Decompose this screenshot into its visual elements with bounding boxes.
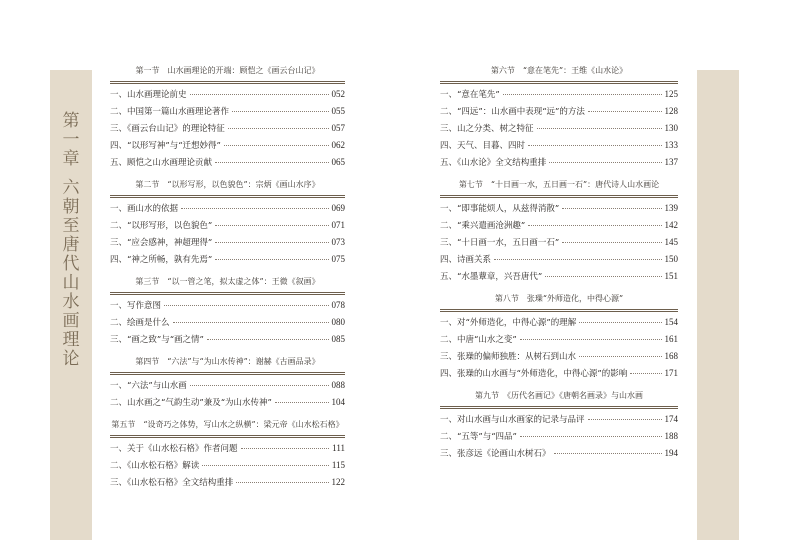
dot-leader bbox=[232, 111, 328, 112]
toc-entry[interactable] bbox=[440, 331, 678, 348]
dot-leader bbox=[588, 419, 662, 420]
toc-entry-label: 一、“意在笔先” bbox=[440, 90, 500, 100]
dot-leader bbox=[588, 111, 662, 112]
toc-entry-label: 四、张璪的山水画与“外师造化，中得心源”的影响 bbox=[440, 369, 628, 379]
dot-leader bbox=[215, 242, 328, 243]
section-divider bbox=[110, 372, 345, 375]
toc-page-number: 125 bbox=[664, 89, 678, 99]
dot-leader bbox=[579, 356, 661, 357]
toc-entry[interactable] bbox=[110, 217, 345, 234]
toc-entry-label: 二、中唐“山水之变” bbox=[440, 335, 517, 345]
toc-entry[interactable] bbox=[110, 120, 345, 137]
toc-page-number: 150 bbox=[664, 254, 678, 264]
chapter-title-char: 代 bbox=[62, 254, 80, 274]
toc-page-number: 069 bbox=[331, 203, 345, 213]
chapter-title-char: 六 bbox=[62, 178, 80, 198]
dot-leader bbox=[181, 208, 328, 209]
dot-leader bbox=[190, 385, 329, 386]
toc-entry-list bbox=[440, 86, 678, 171]
toc-page-number: 057 bbox=[331, 123, 345, 133]
chapter-title-char: 水 bbox=[62, 292, 80, 312]
chapter-title-char: 一 bbox=[62, 130, 80, 150]
toc-section bbox=[440, 178, 678, 285]
toc-entry-label: 四、“以形写神”与“迁想妙得” bbox=[110, 141, 221, 151]
dot-leader bbox=[215, 225, 328, 226]
toc-entry-label: 二、山水画之“气韵生动”兼及“为山水传神” bbox=[110, 398, 272, 408]
dot-leader bbox=[190, 94, 329, 95]
section-divider bbox=[440, 309, 678, 312]
toc-entry-label: 四、“神之所畅，孰有先焉” bbox=[110, 255, 213, 265]
chapter-title-strip bbox=[50, 70, 92, 540]
toc-page-number: 062 bbox=[331, 140, 345, 150]
toc-entry-label: 一、“即事能烦人，从兹得消散” bbox=[440, 204, 560, 214]
toc-entry[interactable] bbox=[440, 365, 678, 382]
toc-entry[interactable] bbox=[110, 377, 345, 394]
dot-leader bbox=[215, 259, 328, 260]
dot-leader bbox=[173, 322, 329, 323]
toc-entry-label: 一、对“外师造化，中得心源”的理解 bbox=[440, 318, 577, 328]
toc-page-number: 154 bbox=[664, 317, 678, 327]
toc-entry-label: 三、“画之致”与“画之情” bbox=[110, 335, 204, 345]
toc-page-number: 145 bbox=[664, 237, 678, 247]
chapter-title-char: 唐 bbox=[62, 235, 80, 255]
toc-entry-list bbox=[440, 314, 678, 382]
toc-entry[interactable] bbox=[440, 411, 678, 428]
toc-page-number: 137 bbox=[664, 157, 678, 167]
dot-leader bbox=[630, 373, 661, 374]
toc-page-number: 130 bbox=[664, 123, 678, 133]
section-heading: 第二节 “以形写形，以色貌色”：宗炳《画山水序》 bbox=[135, 180, 320, 189]
dot-leader bbox=[549, 162, 661, 163]
toc-page-number: 055 bbox=[331, 106, 345, 116]
dot-leader bbox=[202, 465, 329, 466]
dot-leader bbox=[215, 162, 328, 163]
dot-leader bbox=[562, 208, 661, 209]
toc-page-number: 052 bbox=[331, 89, 345, 99]
toc-entry-list bbox=[110, 377, 345, 411]
toc-entry[interactable] bbox=[440, 103, 678, 120]
section-heading: 第四节 “六法”与“为山水传神”：谢赫《古画品录》 bbox=[135, 357, 320, 366]
chapter-title-char: 朝 bbox=[62, 197, 80, 217]
toc-entry-list bbox=[110, 86, 345, 171]
toc-entry-label: 二、“四远”：山水画中表现“远”的方法 bbox=[440, 107, 585, 117]
toc-entry-label: 二、中国第一篇山水画理论著作 bbox=[110, 107, 230, 117]
toc-entry-list bbox=[110, 200, 345, 268]
toc-page-number: 139 bbox=[664, 203, 678, 213]
dot-leader bbox=[164, 305, 328, 306]
toc-page-number: 168 bbox=[664, 351, 678, 361]
toc-section bbox=[440, 64, 678, 171]
toc-entry-label: 四、天气、目暮、四时 bbox=[440, 141, 526, 151]
toc-entry[interactable] bbox=[440, 86, 678, 103]
chapter-title-vertical bbox=[50, 112, 92, 369]
toc-entry-label: 一、画山水的依据 bbox=[110, 204, 179, 214]
toc-page-number: 075 bbox=[331, 254, 345, 264]
toc-entry[interactable] bbox=[440, 120, 678, 137]
toc-page-number: 151 bbox=[664, 271, 678, 281]
toc-entry[interactable] bbox=[440, 445, 678, 462]
toc-page-number: 085 bbox=[331, 334, 345, 344]
section-heading: 第八节 张璪“外师造化，中得心源” bbox=[494, 294, 624, 303]
chapter-title-char: 章 bbox=[62, 149, 80, 169]
toc-entry-label: 三、“十日画一水，五日画一石” bbox=[440, 238, 560, 248]
toc-entry[interactable] bbox=[440, 268, 678, 285]
toc-page-number: 188 bbox=[664, 431, 678, 441]
toc-entry[interactable] bbox=[110, 297, 345, 314]
toc-entry[interactable] bbox=[110, 440, 345, 457]
toc-section bbox=[110, 178, 345, 268]
chapter-title-char: 论 bbox=[62, 349, 80, 369]
section-divider bbox=[440, 195, 678, 198]
toc-entry[interactable] bbox=[110, 474, 345, 491]
toc-page-number: 071 bbox=[331, 220, 345, 230]
toc-entry-label: 一、关于《山水松石格》作者问题 bbox=[110, 444, 238, 454]
toc-entry-label: 一、“六法”与山水画 bbox=[110, 381, 187, 391]
section-divider bbox=[440, 81, 678, 84]
toc-entry[interactable] bbox=[110, 314, 345, 331]
toc-entry[interactable] bbox=[440, 348, 678, 365]
dot-leader bbox=[520, 339, 662, 340]
toc-entry[interactable] bbox=[440, 137, 678, 154]
toc-entry-label: 二、《山水松石格》解读 bbox=[110, 461, 200, 471]
dot-leader bbox=[494, 259, 661, 260]
toc-page-number: 161 bbox=[664, 334, 678, 344]
section-divider bbox=[110, 292, 345, 295]
toc-page-number: 122 bbox=[331, 477, 345, 487]
chapter-title-char: 至 bbox=[62, 216, 80, 236]
chapter-title-char: 理 bbox=[62, 330, 80, 350]
chapter-title-char: 第 bbox=[62, 111, 80, 131]
toc-page-number: 078 bbox=[331, 300, 345, 310]
toc-entry[interactable] bbox=[110, 154, 345, 171]
toc-entry-label: 一、山水画理论前史 bbox=[110, 90, 187, 100]
toc-page-number: 128 bbox=[664, 106, 678, 116]
section-heading: 第九节 《历代名画记》《唐朝名画录》与山水画 bbox=[475, 391, 643, 400]
toc-entry-label: 二、“五等”与“四品” bbox=[440, 432, 517, 442]
toc-entry[interactable] bbox=[110, 331, 345, 348]
chapter-title-char: 画 bbox=[62, 311, 80, 331]
toc-page-number: 171 bbox=[664, 368, 678, 378]
toc-entry-label: 二、“以形写形，以色貌色” bbox=[110, 221, 213, 231]
toc-page-number: 065 bbox=[331, 157, 345, 167]
toc-entry-label: 五、《山水论》全文结构重排 bbox=[440, 158, 547, 168]
toc-entry[interactable] bbox=[110, 86, 345, 103]
section-heading: 第一节 山水画理论的开端：顾恺之《画云台山记》 bbox=[135, 66, 320, 75]
dot-leader bbox=[579, 322, 661, 323]
section-divider bbox=[110, 81, 345, 84]
toc-entry-label: 二、绘画是什么 bbox=[110, 318, 170, 328]
dot-leader bbox=[236, 482, 328, 483]
dot-leader bbox=[528, 145, 661, 146]
toc-entry-list bbox=[440, 411, 678, 462]
toc-entry-label: 三、山之分类、树之特征 bbox=[440, 124, 534, 134]
right-toc-page bbox=[440, 64, 678, 469]
toc-entry-list bbox=[110, 440, 345, 491]
section-divider bbox=[110, 195, 345, 198]
toc-entry[interactable] bbox=[440, 154, 678, 171]
toc-entry-label: 四、诗画关系 bbox=[440, 255, 492, 265]
chapter-title-char: 山 bbox=[62, 273, 80, 293]
toc-entry-label: 三、“应会感神，神超理得” bbox=[110, 238, 213, 248]
toc-section bbox=[440, 292, 678, 382]
dot-leader bbox=[228, 128, 329, 129]
toc-entry[interactable] bbox=[110, 457, 345, 474]
toc-entry-label: 二、“乘兴遣画沧洲趣” bbox=[440, 221, 526, 231]
section-heading: 第三节 “以一管之笔，拟太虚之体”：王微《叙画》 bbox=[135, 277, 320, 286]
toc-page-number: 174 bbox=[664, 414, 678, 424]
toc-page-number: 104 bbox=[331, 397, 345, 407]
dot-leader bbox=[207, 339, 329, 340]
toc-entry[interactable] bbox=[440, 234, 678, 251]
right-decorative-strip bbox=[697, 70, 739, 540]
toc-entry[interactable] bbox=[110, 251, 345, 268]
section-divider bbox=[110, 435, 345, 438]
toc-entry-label: 三、张璪的偏师独胜：从树石到山水 bbox=[440, 352, 577, 362]
toc-entry-label: 三、《画云台山记》的理论特征 bbox=[110, 124, 225, 134]
section-heading: 第六节 “意在笔先”：王维《山水论》 bbox=[490, 66, 628, 75]
toc-entry-label: 一、写作意图 bbox=[110, 301, 162, 311]
toc-entry-list bbox=[110, 297, 345, 348]
toc-entry-label: 一、对山水画与山水画家的记录与品评 bbox=[440, 415, 585, 425]
section-heading: 第五节 “设奇巧之体势，写山水之纵横”：梁元帝《山水松石格》 bbox=[111, 420, 344, 429]
toc-page-number: 133 bbox=[664, 140, 678, 150]
toc-entry[interactable] bbox=[440, 217, 678, 234]
dot-leader bbox=[275, 402, 329, 403]
dot-leader bbox=[241, 448, 330, 449]
section-divider bbox=[440, 406, 678, 409]
toc-entry-label: 五、顾恺之山水画理论贡献 bbox=[110, 158, 213, 168]
toc-entry[interactable] bbox=[110, 234, 345, 251]
dot-leader bbox=[520, 436, 662, 437]
toc-page-number: 088 bbox=[331, 380, 345, 390]
toc-entry-list bbox=[440, 200, 678, 285]
toc-page-number: 111 bbox=[332, 443, 345, 453]
toc-entry-label: 三、《山水松石格》全文结构重排 bbox=[110, 478, 234, 488]
toc-entry[interactable] bbox=[440, 251, 678, 268]
toc-entry[interactable] bbox=[440, 200, 678, 217]
toc-section bbox=[110, 355, 345, 411]
toc-section bbox=[110, 275, 345, 348]
dot-leader bbox=[537, 128, 662, 129]
toc-page-number: 073 bbox=[331, 237, 345, 247]
toc-entry-label: 五、“水墨蕈章，兴吾唐代” bbox=[440, 272, 543, 282]
toc-entry[interactable] bbox=[440, 428, 678, 445]
dot-leader bbox=[545, 276, 661, 277]
toc-entry-label: 三、张彦远《论画山水树石》 bbox=[440, 449, 551, 459]
toc-entry[interactable] bbox=[110, 137, 345, 154]
section-heading: 第七节 “十日画一水，五日画一石”：唐代诗人山水画论 bbox=[458, 180, 660, 189]
dot-leader bbox=[224, 145, 329, 146]
toc-section bbox=[440, 389, 678, 462]
dot-leader bbox=[554, 453, 662, 454]
toc-entry[interactable] bbox=[110, 394, 345, 411]
toc-section bbox=[110, 64, 345, 171]
toc-page-number: 080 bbox=[331, 317, 345, 327]
dot-leader bbox=[562, 242, 661, 243]
toc-page-number: 115 bbox=[331, 460, 345, 470]
toc-section bbox=[110, 418, 345, 491]
toc-entry[interactable] bbox=[440, 314, 678, 331]
dot-leader bbox=[503, 94, 662, 95]
dot-leader bbox=[528, 225, 661, 226]
toc-entry[interactable] bbox=[110, 103, 345, 120]
toc-page-number: 194 bbox=[664, 448, 678, 458]
left-toc-page bbox=[110, 64, 345, 498]
toc-entry[interactable] bbox=[110, 200, 345, 217]
toc-page-number: 142 bbox=[664, 220, 678, 230]
